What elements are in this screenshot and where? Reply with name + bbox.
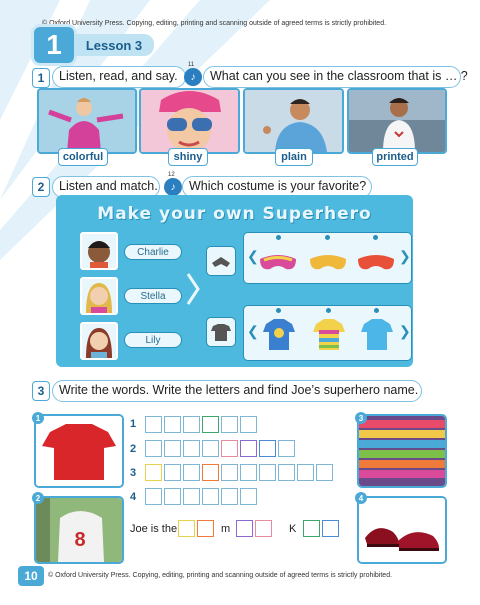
copyright-notice: © Oxford University Press. Copying, editing, printing and scanning outside of agreed terms is strictly prohibited.: [42, 20, 387, 27]
lily-face-icon: [80, 322, 118, 360]
picture-1-number: 1: [32, 412, 44, 424]
name-charlie[interactable]: Charlie: [124, 244, 182, 260]
match-dot[interactable]: [326, 308, 331, 313]
letter-box[interactable]: [164, 440, 181, 457]
plain-blue-shirt-icon[interactable]: [360, 316, 394, 352]
match-dot[interactable]: [374, 308, 379, 313]
arrow-right-icon[interactable]: ❯: [399, 323, 411, 339]
word-shiny: shiny: [168, 148, 208, 166]
answer-letter-box[interactable]: [197, 520, 214, 537]
footer-copyright: © Oxford University Press. Copying, editing, printing and scanning outside of agreed terms is strictly prohibited.: [48, 572, 393, 579]
match-dot[interactable]: [325, 235, 330, 240]
picture-3-number: 3: [355, 412, 367, 424]
photo-printed: [347, 88, 447, 154]
answer-letter-box[interactable]: [255, 520, 272, 537]
striped-shirt-icon[interactable]: [312, 316, 346, 352]
letter-box[interactable]: [259, 464, 276, 481]
colorful-scarves-image: [359, 416, 445, 486]
red-tshirt-image: [36, 416, 122, 486]
letter-box[interactable]: [145, 488, 162, 505]
letter-box[interactable]: [221, 488, 238, 505]
match-dot[interactable]: [373, 235, 378, 240]
letter-box[interactable]: [240, 416, 257, 433]
letter-box[interactable]: [221, 440, 238, 457]
letter-box[interactable]: [278, 440, 295, 457]
letter-box[interactable]: [183, 416, 200, 433]
letter-box[interactable]: [240, 440, 257, 457]
mask-category-icon: [206, 246, 236, 276]
match-dot[interactable]: [276, 308, 281, 313]
answer-letter-box[interactable]: [322, 520, 339, 537]
exercise-2-instruction: Listen and match.: [59, 179, 158, 193]
arrow-left-icon[interactable]: ❮: [247, 323, 259, 339]
letter-box[interactable]: [202, 440, 219, 457]
picture-1-box: [34, 414, 124, 488]
girl-dancing-image: [39, 90, 135, 152]
letter-box[interactable]: [259, 440, 276, 457]
picture-4-number: 4: [355, 492, 367, 504]
rainbow-mask-icon[interactable]: [258, 251, 298, 273]
letter-box[interactable]: [164, 416, 181, 433]
letter-box[interactable]: [202, 416, 219, 433]
letter-box[interactable]: [221, 416, 238, 433]
letter-box[interactable]: [221, 464, 238, 481]
letter-box[interactable]: [145, 416, 162, 433]
exercise-3-number: 3: [32, 381, 50, 401]
row-2-number: 2: [130, 443, 137, 455]
letter-box[interactable]: [164, 488, 181, 505]
letter-m: m: [221, 523, 231, 535]
picture-2-box: [34, 496, 124, 564]
exercise-1-question: What can you see in the classroom that is … ?: [210, 69, 468, 83]
letter-k: K: [289, 523, 297, 535]
answer-letter-box[interactable]: [178, 520, 195, 537]
letter-box[interactable]: [240, 464, 257, 481]
picture-4-box: [357, 496, 447, 564]
letter-box[interactable]: [183, 464, 200, 481]
track-12-label: 12: [168, 172, 175, 178]
letter-box[interactable]: [183, 488, 200, 505]
letter-box[interactable]: [202, 488, 219, 505]
exercise-2-question: Which costume is your favorite?: [189, 179, 367, 193]
row-3-number: 3: [130, 467, 137, 479]
name-stella[interactable]: Stella: [124, 288, 182, 304]
picture-3-box: [357, 414, 447, 488]
mask-options-row: [243, 232, 412, 284]
letter-box[interactable]: [278, 464, 295, 481]
answer-letter-box[interactable]: [303, 520, 320, 537]
gold-mask-icon[interactable]: [308, 251, 348, 273]
letter-box[interactable]: [202, 464, 219, 481]
exercise-3-instruction: Write the words. Write the letters and find Joe’s superhero name.: [59, 383, 419, 397]
letter-box[interactable]: [183, 440, 200, 457]
photo-shiny: [139, 88, 240, 154]
photo-plain: [243, 88, 344, 154]
boy-printed-shirt-image: [349, 90, 445, 152]
photo-colorful: [37, 88, 137, 154]
exercise-1-instruction-bubble: [52, 66, 186, 88]
word-printed: printed: [372, 148, 418, 166]
answer-letter-box[interactable]: [236, 520, 253, 537]
stella-face-icon: [80, 277, 118, 315]
track-11-label: 11: [188, 62, 195, 68]
chevron-right-icon: [186, 272, 200, 306]
letter-box[interactable]: [145, 464, 162, 481]
letter-box[interactable]: [145, 440, 162, 457]
unit-badge: 1: [34, 27, 74, 63]
svg-text:8: 8: [74, 529, 86, 551]
name-lily[interactable]: Lily: [124, 332, 182, 348]
audio-icon[interactable]: ♪: [164, 178, 182, 196]
exercise-2-number: 2: [32, 177, 50, 197]
tshirt-category-icon: [206, 317, 236, 347]
word-colorful: colorful: [58, 148, 108, 166]
shiny-red-shoes-image: [359, 498, 445, 562]
boy-plain-shirt-image: [245, 90, 342, 152]
girl-sunglasses-image: [141, 90, 238, 152]
letter-box[interactable]: [240, 488, 257, 505]
joe-sentence-prefix: Joe is the: [130, 523, 178, 535]
row-1-number: 1: [130, 418, 137, 430]
arrow-right-icon[interactable]: ❯: [399, 248, 411, 264]
exercise-1-question-bubble: [203, 66, 468, 88]
word-plain: plain: [275, 148, 313, 166]
charlie-face-icon: [80, 232, 118, 270]
audio-icon[interactable]: ♪: [184, 68, 202, 86]
exercise-3-instruction-bubble: [52, 380, 422, 402]
shirt-options-row: [243, 305, 412, 361]
number-8-shirt-image: [36, 498, 122, 562]
row-4-number: 4: [130, 491, 137, 503]
page-number: 10: [18, 566, 44, 586]
picture-2-number: 2: [32, 492, 44, 504]
letter-box[interactable]: [164, 464, 181, 481]
red-mask-icon[interactable]: [356, 251, 396, 273]
lesson-title: Lesson 3: [74, 34, 154, 56]
arrow-left-icon[interactable]: ❮: [247, 248, 259, 264]
letter-box[interactable]: [297, 464, 314, 481]
letter-box[interactable]: [316, 464, 333, 481]
exercise-1-instruction: Listen, read, and say.: [59, 69, 178, 83]
superhero-shirt-icon[interactable]: [262, 316, 296, 352]
panel-title: Make your own Superhero: [97, 204, 372, 224]
match-dot[interactable]: [276, 235, 281, 240]
exercise-1-number: 1: [32, 68, 50, 88]
